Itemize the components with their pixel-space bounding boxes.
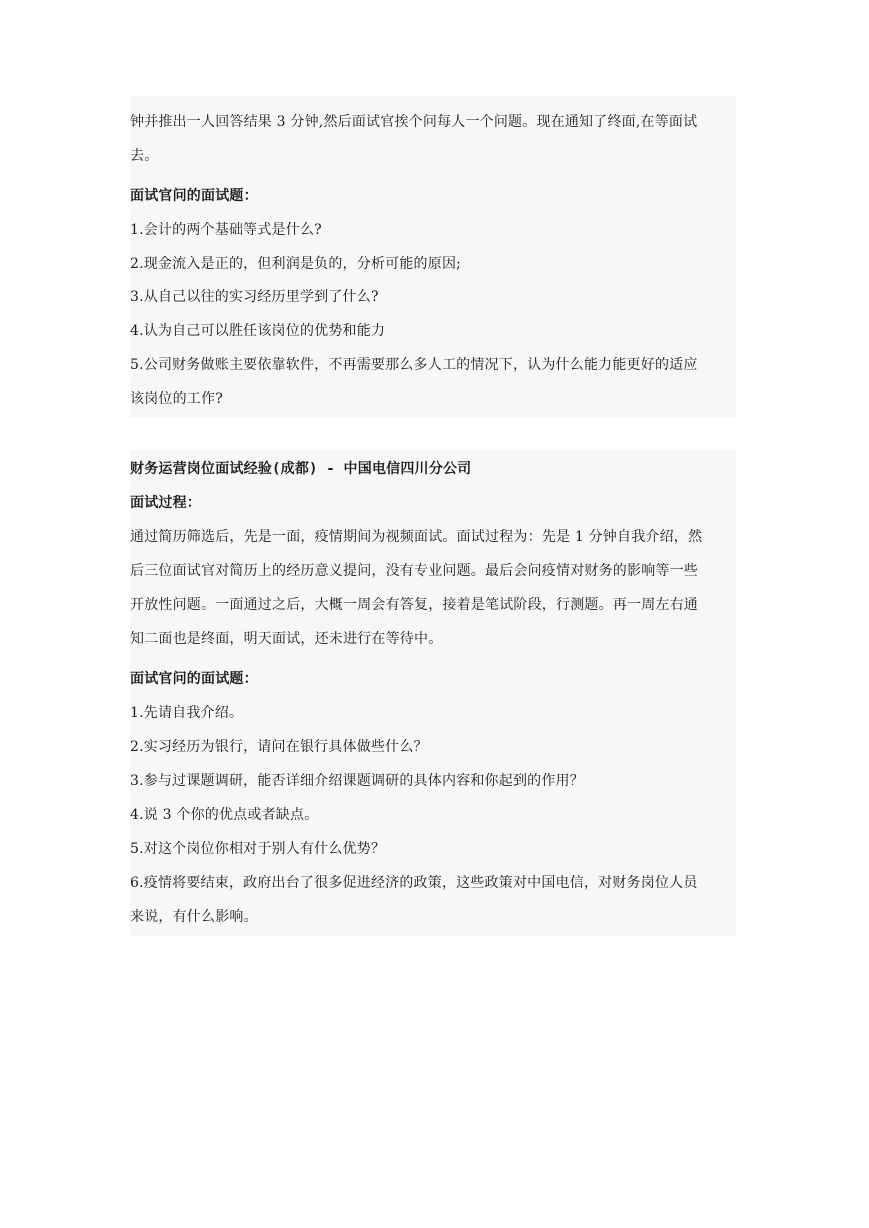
section-2-process-line: 后三位面试官对简历上的经历意义提问，没有专业问题。最后会问疫情对财务的影响等一些	[130, 563, 698, 579]
section-1-question: 4.认为自己可以胜任该岗位的优势和能力	[130, 323, 386, 339]
section-1-question: 1.会计的两个基础等式是什么?	[130, 222, 322, 238]
section-2-question: 5.对这个岗位你相对于别人有什么优势？	[130, 841, 386, 857]
section-2-question: 2.实习经历为银行，请问在银行具体做些什么？	[130, 739, 428, 755]
section-2-question: 4.说 3 个你的优点或者缺点。	[130, 807, 319, 823]
section-2-question: 1.先请自我介绍。	[130, 705, 244, 721]
section-1-intro-line: 去。	[130, 148, 159, 164]
section-1-intro-line: 钟并推出一人回答结果 3 分钟,然后面试官挨个问每人一个问题。现在通知了终面,在等面试	[130, 114, 698, 130]
section-2-question: 6.疫情将要结束，政府出台了很多促进经济的政策，这些政策对中国电信，对财务岗位人员	[130, 875, 698, 891]
section-1-questions-heading: 面试官问的面试题：	[130, 188, 258, 204]
section-2-question: 来说，有什么影响。	[130, 909, 258, 925]
section-1-question: 5.公司财务做账主要依靠软件，不再需要那么多人工的情况下，认为什么能力能更好的适应	[130, 357, 698, 373]
section-1-question: 3.从自己以往的实习经历里学到了什么?	[130, 289, 379, 305]
section-2-process-line: 知二面也是终面，明天面试，还未进行在等待中。	[130, 631, 443, 647]
section-2-process-heading: 面试过程：	[130, 495, 201, 511]
section-2-question: 3.参与过课题调研，能否详细介绍课题调研的具体内容和你起到的作用？	[130, 773, 584, 789]
section-1-question: 该岗位的工作?	[130, 391, 223, 407]
section-1-question: 2.现金流入是正的，但利润是负的，分析可能的原因;	[130, 256, 462, 272]
section-2-background	[130, 450, 736, 936]
section-2-process-line: 通过简历筛选后，先是一面，疫情期间为视频面试。面试过程为：先是 1 分钟自我介绍，然	[130, 529, 703, 545]
section-2-title: 财务运营岗位面试经验(成都) - 中国电信四川分公司	[130, 461, 472, 477]
section-2-questions-heading: 面试官问的面试题：	[130, 671, 258, 687]
section-2-process-line: 开放性问题。一面通过之后，大概一周会有答复，接着是笔试阶段，行测题。再一周左右通	[130, 597, 698, 613]
